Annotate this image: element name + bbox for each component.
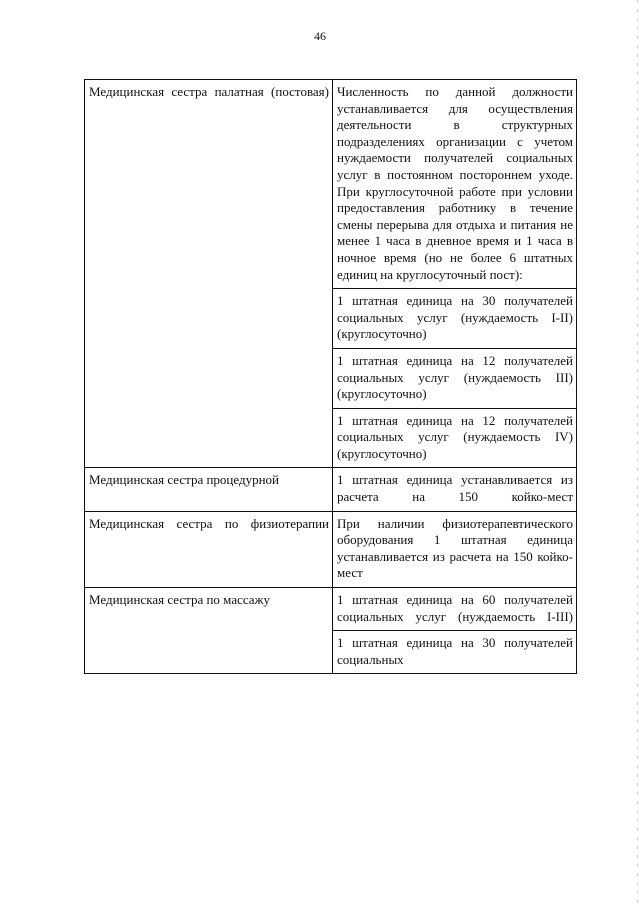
norm-cell: 1 штатная единица устанавливается из расчета на 150 койко-мест xyxy=(333,468,577,511)
norm-cell: При наличии физиотерапевтического оборудования 1 штатная единица устанавливается из расчета на 150 койко-мест xyxy=(333,511,577,587)
position-cell: Медицинская сестра процедурной xyxy=(85,468,333,511)
norm-paragraph: При круглосуточной работе при условии предоставления работнику в течение смены перерыва для отдыха и питания не менее 1 часа в дневное время и 1 часа в ночное время (но не более 6 штатных единиц на круглосуточный пост): xyxy=(337,183,573,282)
sub-norm-cell: 1 штатная единица на 12 получателей социальных услуг (нуждаемость IV) (круглосуточно) xyxy=(333,408,577,468)
sub-norm-cell: 1 штатная единица на 30 получателей социальных xyxy=(333,631,577,674)
scan-edge-artifact xyxy=(637,0,638,905)
staffing-norms-table xyxy=(84,79,577,674)
sub-norm-cell: 1 штатная единица на 60 получателей социальных услуг (нуждаемость I-III) xyxy=(333,588,577,631)
page-number: 46 xyxy=(314,29,326,43)
norm-cell xyxy=(333,80,577,289)
sub-norm-cell: 1 штатная единица на 30 получателей социальных услуг (нуждаемость I-II) (круглосуточно) xyxy=(333,289,577,349)
position-cell: Медицинская сестра палатная (постовая) xyxy=(85,80,333,468)
table-row xyxy=(85,80,577,289)
table-row xyxy=(85,468,577,511)
table-row xyxy=(85,588,577,631)
table-row xyxy=(85,511,577,587)
position-cell: Медицинская сестра по массажу xyxy=(85,588,333,674)
position-cell: Медицинская сестра по физиотерапии xyxy=(85,511,333,587)
norm-paragraph: Численность по данной должности устанавливается для осуществления деятельности в структурных подразделениях организации с учетом нуждаемости получателей социальных услуг в постоянном постороннем уходе. xyxy=(337,84,573,182)
sub-norm-cell: 1 штатная единица на 12 получателей социальных услуг (нуждаемость III) (круглосуточно) xyxy=(333,348,577,408)
